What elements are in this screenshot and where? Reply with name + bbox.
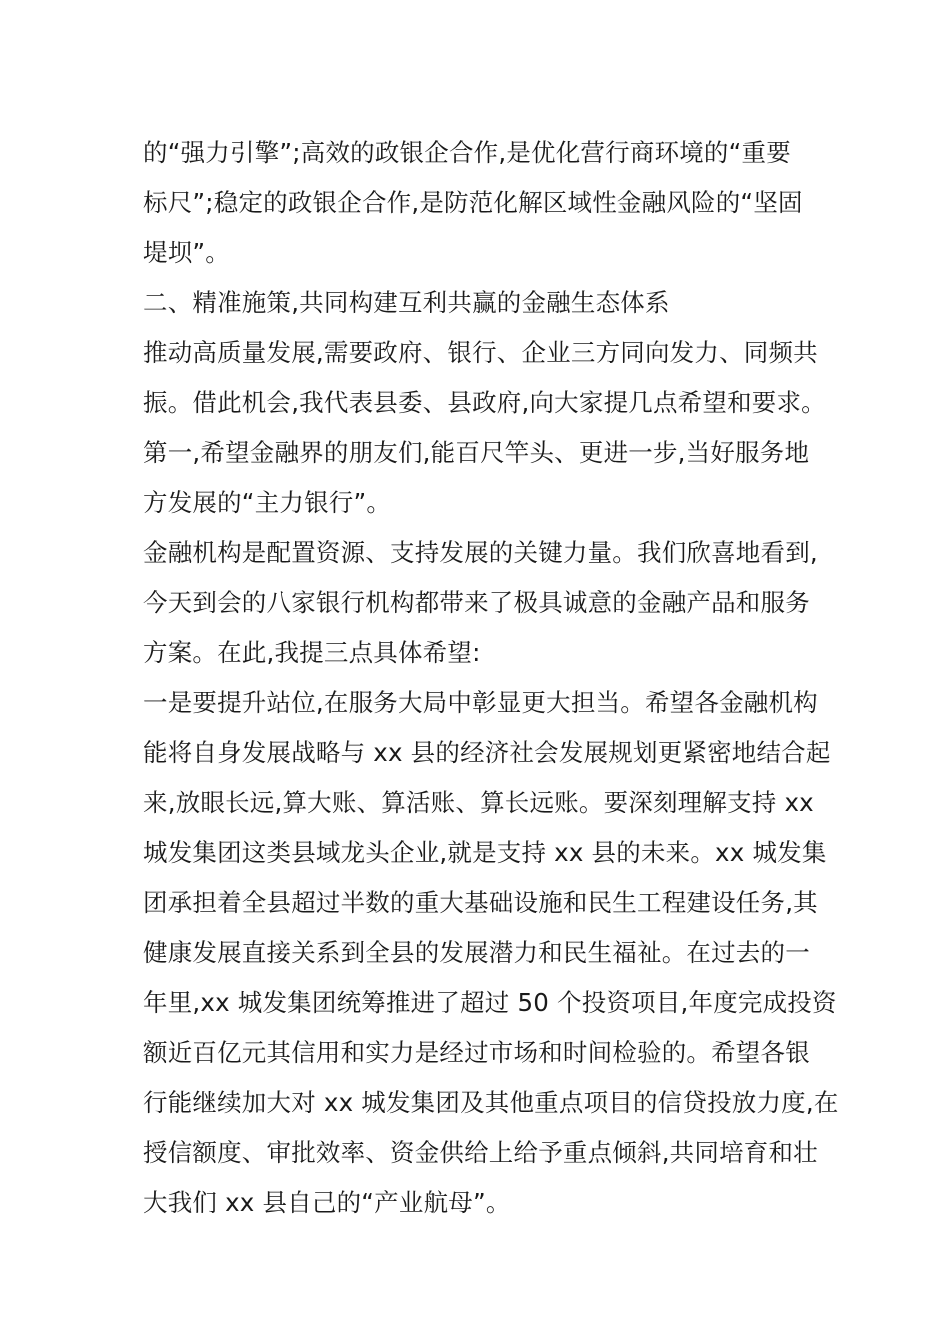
- text-line: 的“强力引擎”;高效的政银企合作,是优化营行商环境的“重要: [143, 138, 791, 167]
- text-line: 健康发展直接关系到全县的发展潜力和民生福祉。在过去的一: [143, 938, 810, 967]
- text-line: 方发展的“主力银行”。: [143, 488, 392, 517]
- text-line: 堤坝”。: [143, 238, 230, 267]
- text-line: 团承担着全县超过半数的重大基础设施和民生工程建设任务,其: [143, 888, 818, 917]
- text-line: 方案。在此,我提三点具体希望:: [143, 638, 481, 667]
- text-line: 第一,希望金融界的朋友们,能百尺竿头、更进一步,当好服务地: [143, 438, 810, 467]
- text-line: 金融机构是配置资源、支持发展的关键力量。我们欣喜地看到,: [143, 538, 818, 567]
- text-line: 标尺”;稳定的政银企合作,是防范化解区域性金融风险的“坚固: [143, 188, 803, 217]
- text-line: 城发集团这类县域龙头企业,就是支持 xx 县的未来。xx 城发集: [143, 838, 827, 867]
- text-line: 授信额度、审批效率、资金供给上给予重点倾斜,共同培育和壮: [143, 1138, 818, 1167]
- text-line: 推动高质量发展,需要政府、银行、企业三方同向发力、同频共: [143, 338, 818, 367]
- section-heading: 二、精准施策,共同构建互利共赢的金融生态体系: [143, 288, 670, 317]
- text-line: 大我们 xx 县自己的“产业航母”。: [143, 1188, 511, 1217]
- body-text: [143, 128, 839, 1228]
- text-line: 额近百亿元其信用和实力是经过市场和时间检验的。希望各银: [143, 1038, 810, 1067]
- text-line: 年里,xx 城发集团统筹推进了超过 50 个投资项目,年度完成投资: [143, 988, 837, 1017]
- text-line: 行能继续加大对 xx 城发集团及其他重点项目的信贷投放力度,在: [143, 1088, 839, 1117]
- text-line: 振。借此机会,我代表县委、县政府,向大家提几点希望和要求。: [143, 388, 826, 417]
- text-line: 能将自身发展战略与 xx 县的经济社会发展规划更紧密地结合起: [143, 738, 831, 767]
- text-line: 一是要提升站位,在服务大局中彰显更大担当。希望各金融机构: [143, 688, 818, 717]
- text-line: 今天到会的八家银行机构都带来了极具诚意的金融产品和服务: [143, 588, 810, 617]
- text-line: 来,放眼长远,算大账、算活账、算长远账。要深刻理解支持 xx: [143, 788, 814, 817]
